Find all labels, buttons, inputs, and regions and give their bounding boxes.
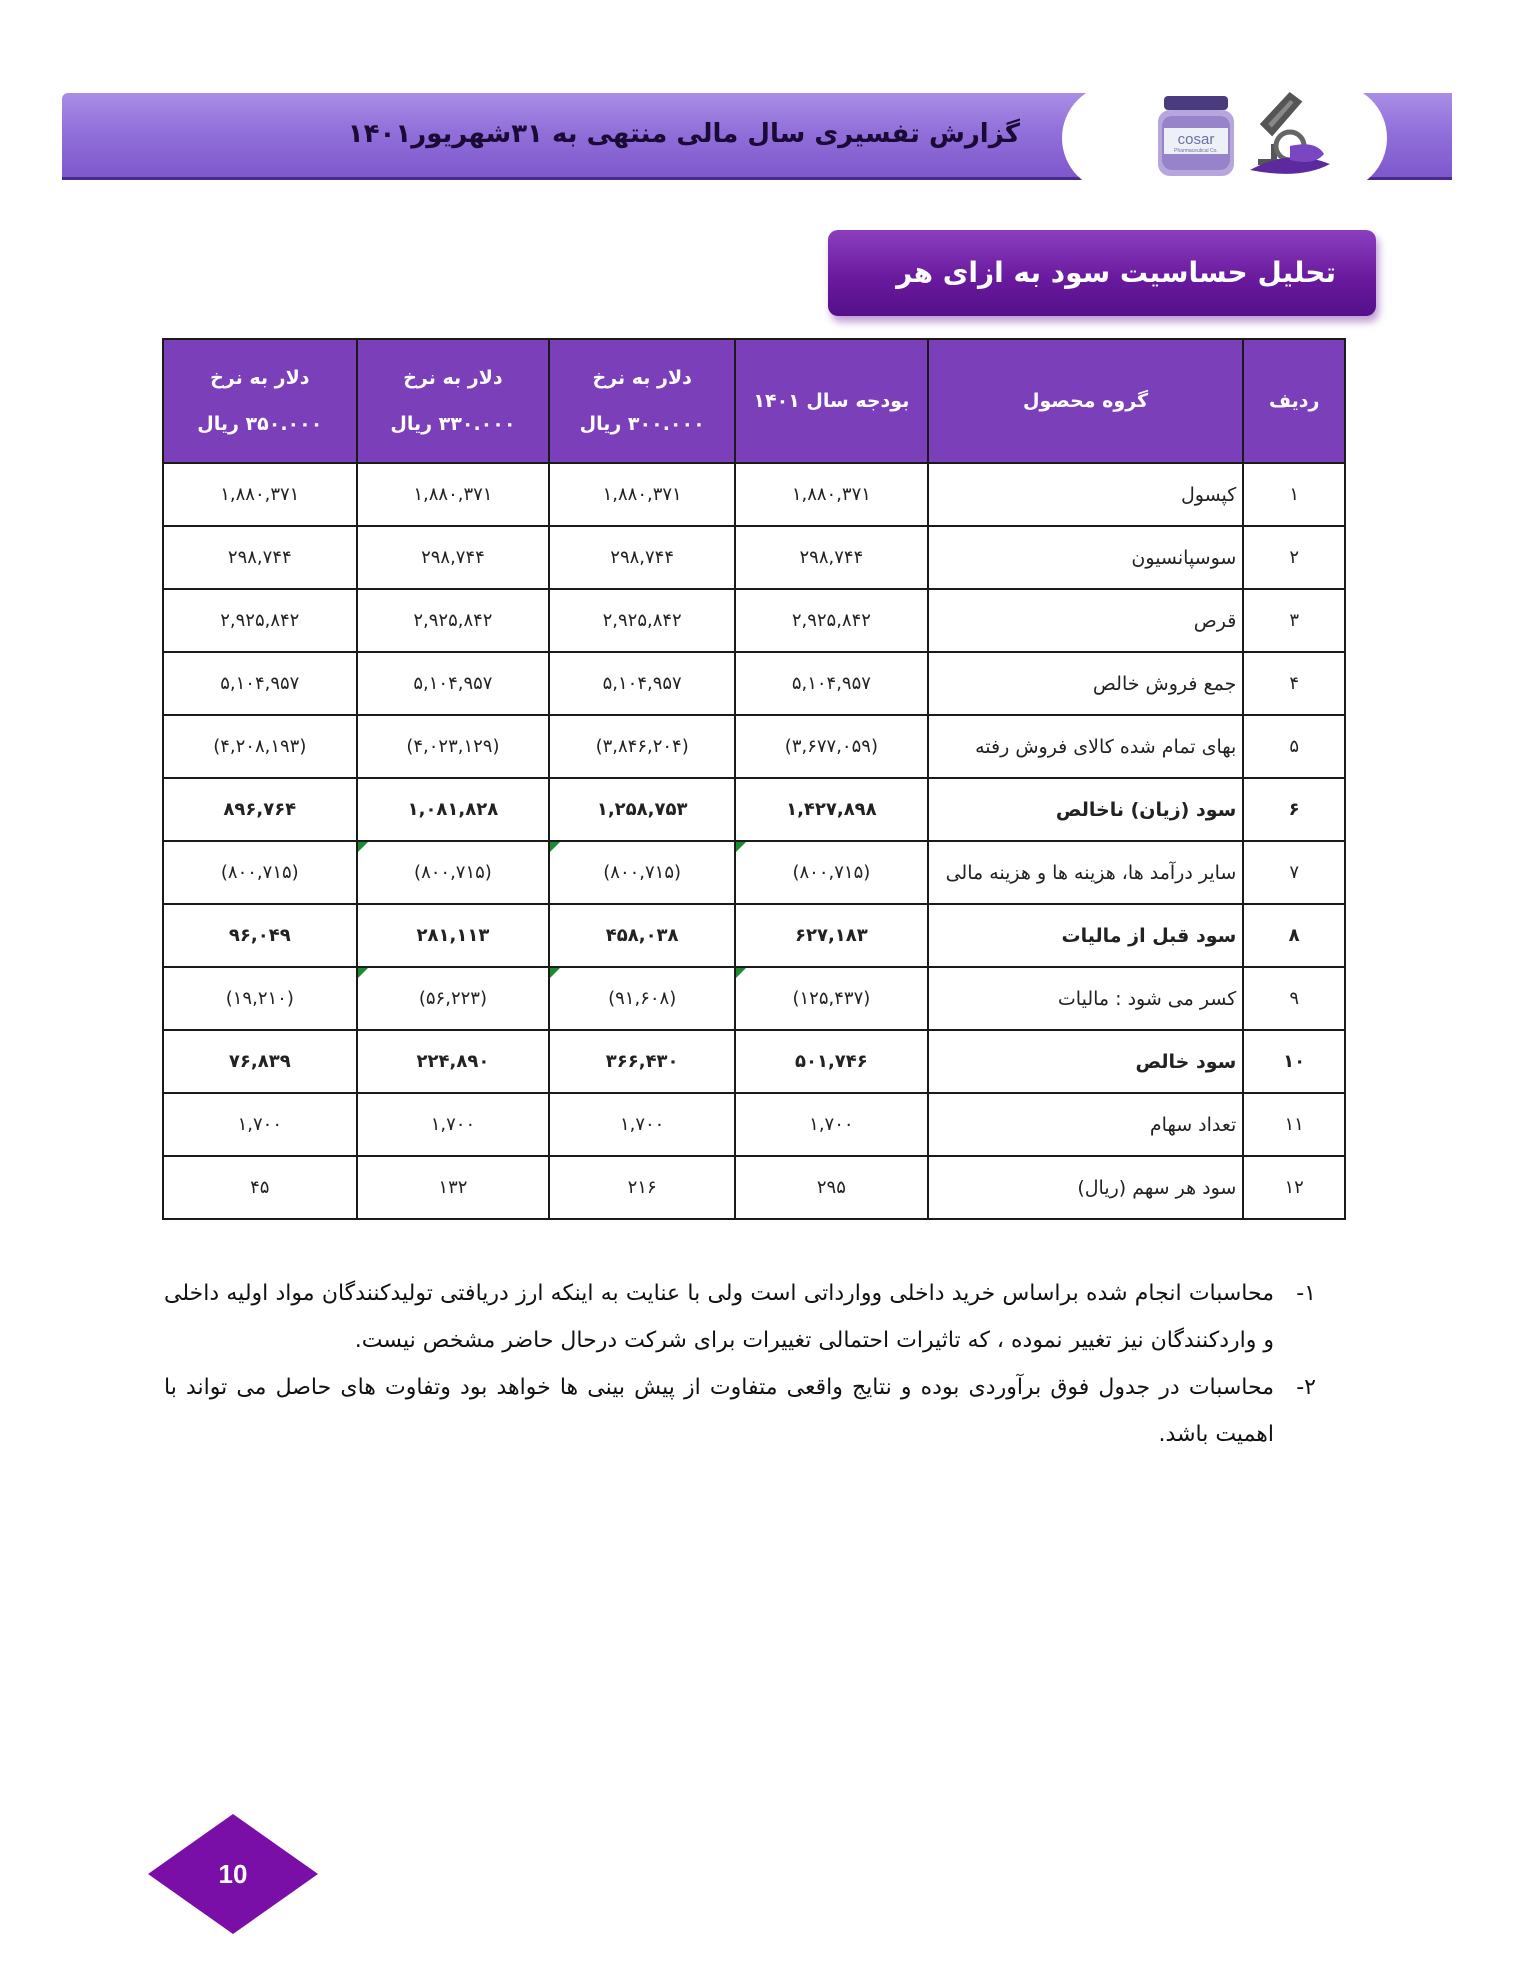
row-label: بهای تمام شده کالای فروش رفته <box>928 715 1244 778</box>
cell-usd-330: ۱,۰۸۱,۸۲۸ <box>357 778 550 841</box>
note-number: ۲- <box>1296 1375 1316 1400</box>
row-index: ۱ <box>1243 463 1345 526</box>
cell-usd-330: ۲۸۱,۱۱۳ <box>357 904 550 967</box>
page-number: 10 <box>218 1859 248 1889</box>
cell-value: (۱۲۵,۴۳۷) <box>792 988 871 1009</box>
header-usd-330-line2: ۳۳۰.۰۰۰ ریال <box>390 413 516 435</box>
table-row <box>163 652 1345 715</box>
row-label: قرص <box>928 589 1244 652</box>
cell-budget: ۲,۹۲۵,۸۴۲ <box>735 589 928 652</box>
note-item <box>164 1270 1316 1364</box>
cell-usd-330 <box>357 967 550 1030</box>
cell-usd-330: (۴,۰۲۳,۱۲۹) <box>357 715 550 778</box>
note-text: محاسبات انجام شده براساس خرید داخلی ووارداتی است ولی با عنایت به اینکه ارز دریافتی تولیدکنندگان مواد اولیه داخلی و واردکنندگان نیز تغییر نموده ، که تاثیرات احتمالی تغییرات برای شرکت درحال حاضر مشخص نیست. <box>164 1281 1274 1353</box>
table-row <box>163 589 1345 652</box>
header-usd-350 <box>163 339 357 463</box>
cell-usd-350: ۱,۸۸۰,۳۷۱ <box>163 463 357 526</box>
cell-usd-300: ۴۵۸,۰۳۸ <box>549 904 735 967</box>
row-index: ۴ <box>1243 652 1345 715</box>
cell-usd-300: ۲۱۶ <box>549 1156 735 1219</box>
cell-budget: ۶۲۷,۱۸۳ <box>735 904 928 967</box>
cell-value: (۸۰۰,۷۱۵) <box>414 862 492 883</box>
report-title: گزارش تفسیری سال مالی منتهی به ۳۱شهریور۱۴۰۱ <box>347 119 1020 149</box>
svg-text:cosar: cosar <box>1177 131 1215 148</box>
cell-usd-330: ۲۲۴,۸۹۰ <box>357 1030 550 1093</box>
cell-usd-300: ۳۶۶,۴۳۰ <box>549 1030 735 1093</box>
cell-usd-300: ۱,۷۰۰ <box>549 1093 735 1156</box>
table-row <box>163 1093 1345 1156</box>
table-row <box>163 1156 1345 1219</box>
row-label: سوسپانسیون <box>928 526 1244 589</box>
cell-usd-350: ۱,۷۰۰ <box>163 1093 357 1156</box>
table-row <box>163 841 1345 904</box>
row-index: ۸ <box>1243 904 1345 967</box>
cell-usd-300: ۲۹۸,۷۴۴ <box>549 526 735 589</box>
row-label: کسر می شود : مالیات <box>928 967 1244 1030</box>
row-index: ۱۰ <box>1243 1030 1345 1093</box>
cell-value: (۹۱,۶۰۸) <box>608 988 677 1009</box>
cell-budget: ۱,۸۸۰,۳۷۱ <box>735 463 928 526</box>
cell-usd-330 <box>357 841 550 904</box>
header-usd-350-line2: ۳۵۰.۰۰۰ ریال <box>197 413 323 435</box>
header-usd-300 <box>549 339 735 463</box>
cell-usd-350: ۴۵ <box>163 1156 357 1219</box>
cell-usd-330: ۱,۷۰۰ <box>357 1093 550 1156</box>
row-label: سود خالص <box>928 1030 1244 1093</box>
header-usd-330 <box>357 339 550 463</box>
cell-usd-350: ۲۹۸,۷۴۴ <box>163 526 357 589</box>
cell-budget: ۵۰۱,۷۴۶ <box>735 1030 928 1093</box>
table-row <box>163 904 1345 967</box>
header-index: ردیف <box>1243 339 1345 463</box>
cell-budget: ۲۹۸,۷۴۴ <box>735 526 928 589</box>
table-header-row <box>163 339 1345 463</box>
row-index: ۷ <box>1243 841 1345 904</box>
comment-marker-icon <box>550 842 560 852</box>
comment-marker-icon <box>358 968 368 978</box>
row-label: تعداد سهام <box>928 1093 1244 1156</box>
cell-usd-330: ۵,۱۰۴,۹۵۷ <box>357 652 550 715</box>
row-label: جمع فروش خالص <box>928 652 1244 715</box>
cell-budget <box>735 841 928 904</box>
cell-budget <box>735 967 928 1030</box>
header-budget: بودجه سال ۱۴۰۱ <box>735 339 928 463</box>
cell-usd-300: ۲,۹۲۵,۸۴۲ <box>549 589 735 652</box>
cell-usd-350: (۴,۲۰۸,۱۹۳) <box>163 715 357 778</box>
row-index: ۱۱ <box>1243 1093 1345 1156</box>
cell-usd-350: ۸۹۶,۷۶۴ <box>163 778 357 841</box>
header-product-group: گروه محصول <box>928 339 1244 463</box>
cell-budget: ۱,۷۰۰ <box>735 1093 928 1156</box>
cell-value: (۵۶,۲۲۳) <box>418 988 487 1009</box>
cell-usd-300: (۳,۸۴۶,۲۰۴) <box>549 715 735 778</box>
cell-budget: ۱,۴۲۷,۸۹۸ <box>735 778 928 841</box>
comment-marker-icon <box>358 842 368 852</box>
cell-usd-300 <box>549 967 735 1030</box>
cell-usd-300 <box>549 841 735 904</box>
note-item <box>164 1364 1316 1458</box>
cell-usd-300: ۱,۸۸۰,۳۷۱ <box>549 463 735 526</box>
cell-usd-330: ۲,۹۲۵,۸۴۲ <box>357 589 550 652</box>
row-index: ۵ <box>1243 715 1345 778</box>
cell-value: (۸۰۰,۷۱۵) <box>792 862 871 883</box>
comment-marker-icon <box>736 842 746 852</box>
table-row <box>163 463 1345 526</box>
table-row <box>163 526 1345 589</box>
cell-usd-350: ۵,۱۰۴,۹۵۷ <box>163 652 357 715</box>
cell-usd-330: ۲۹۸,۷۴۴ <box>357 526 550 589</box>
comment-marker-icon <box>550 968 560 978</box>
cell-value: (۸۰۰,۷۱۵) <box>603 862 682 883</box>
row-index: ۳ <box>1243 589 1345 652</box>
cell-budget: (۳,۶۷۷,۰۵۹) <box>735 715 928 778</box>
cell-usd-350: (۱۹,۲۱۰) <box>163 967 357 1030</box>
row-label: کپسول <box>928 463 1244 526</box>
row-index: ۲ <box>1243 526 1345 589</box>
row-index: ۹ <box>1243 967 1345 1030</box>
cell-usd-330: ۱۳۲ <box>357 1156 550 1219</box>
notes-section <box>164 1270 1316 1458</box>
table-row <box>163 778 1345 841</box>
header-usd-330-line1: دلار به نرخ <box>403 367 503 389</box>
table-row <box>163 1030 1345 1093</box>
cell-usd-300: ۵,۱۰۴,۹۵۷ <box>549 652 735 715</box>
note-text: محاسبات در جدول فوق برآوردی بوده و نتایج واقعی متفاوت از پیش بینی ها خواهد بود وتفاوت های حاصل می تواند با اهمیت باشد. <box>164 1375 1274 1447</box>
header-usd-300-line1: دلار به نرخ <box>592 367 692 389</box>
row-label: سود (زیان) ناخالص <box>928 778 1244 841</box>
row-label: سود هر سهم (ریال) <box>928 1156 1244 1219</box>
cell-usd-350: ۹۶,۰۴۹ <box>163 904 357 967</box>
svg-text:Pharmaceutical Co.: Pharmaceutical Co. <box>1174 148 1218 154</box>
header-usd-350-line1: دلار به نرخ <box>210 367 310 389</box>
company-logo <box>1140 84 1340 184</box>
row-label: سایر درآمد ها، هزینه ها و هزینه مالی <box>928 841 1244 904</box>
row-index: ۶ <box>1243 778 1345 841</box>
table-row <box>163 715 1345 778</box>
logo-icon <box>1140 84 1340 184</box>
cell-usd-350: (۸۰۰,۷۱۵) <box>163 841 357 904</box>
cell-usd-350: ۷۶,۸۳۹ <box>163 1030 357 1093</box>
cell-budget: ۲۹۵ <box>735 1156 928 1219</box>
cell-usd-300: ۱,۲۵۸,۷۵۳ <box>549 778 735 841</box>
row-index: ۱۲ <box>1243 1156 1345 1219</box>
section-title: تحلیل حساسیت سود به ازای هر <box>828 230 1376 316</box>
note-number: ۱- <box>1296 1281 1316 1306</box>
comment-marker-icon <box>736 968 746 978</box>
cell-usd-330: ۱,۸۸۰,۳۷۱ <box>357 463 550 526</box>
cell-usd-350: ۲,۹۲۵,۸۴۲ <box>163 589 357 652</box>
header-usd-300-line2: ۳۰۰.۰۰۰ ریال <box>579 413 705 435</box>
row-label: سود قبل از مالیات <box>928 904 1244 967</box>
cell-budget: ۵,۱۰۴,۹۵۷ <box>735 652 928 715</box>
table-row <box>163 967 1345 1030</box>
sensitivity-table <box>162 338 1346 1220</box>
